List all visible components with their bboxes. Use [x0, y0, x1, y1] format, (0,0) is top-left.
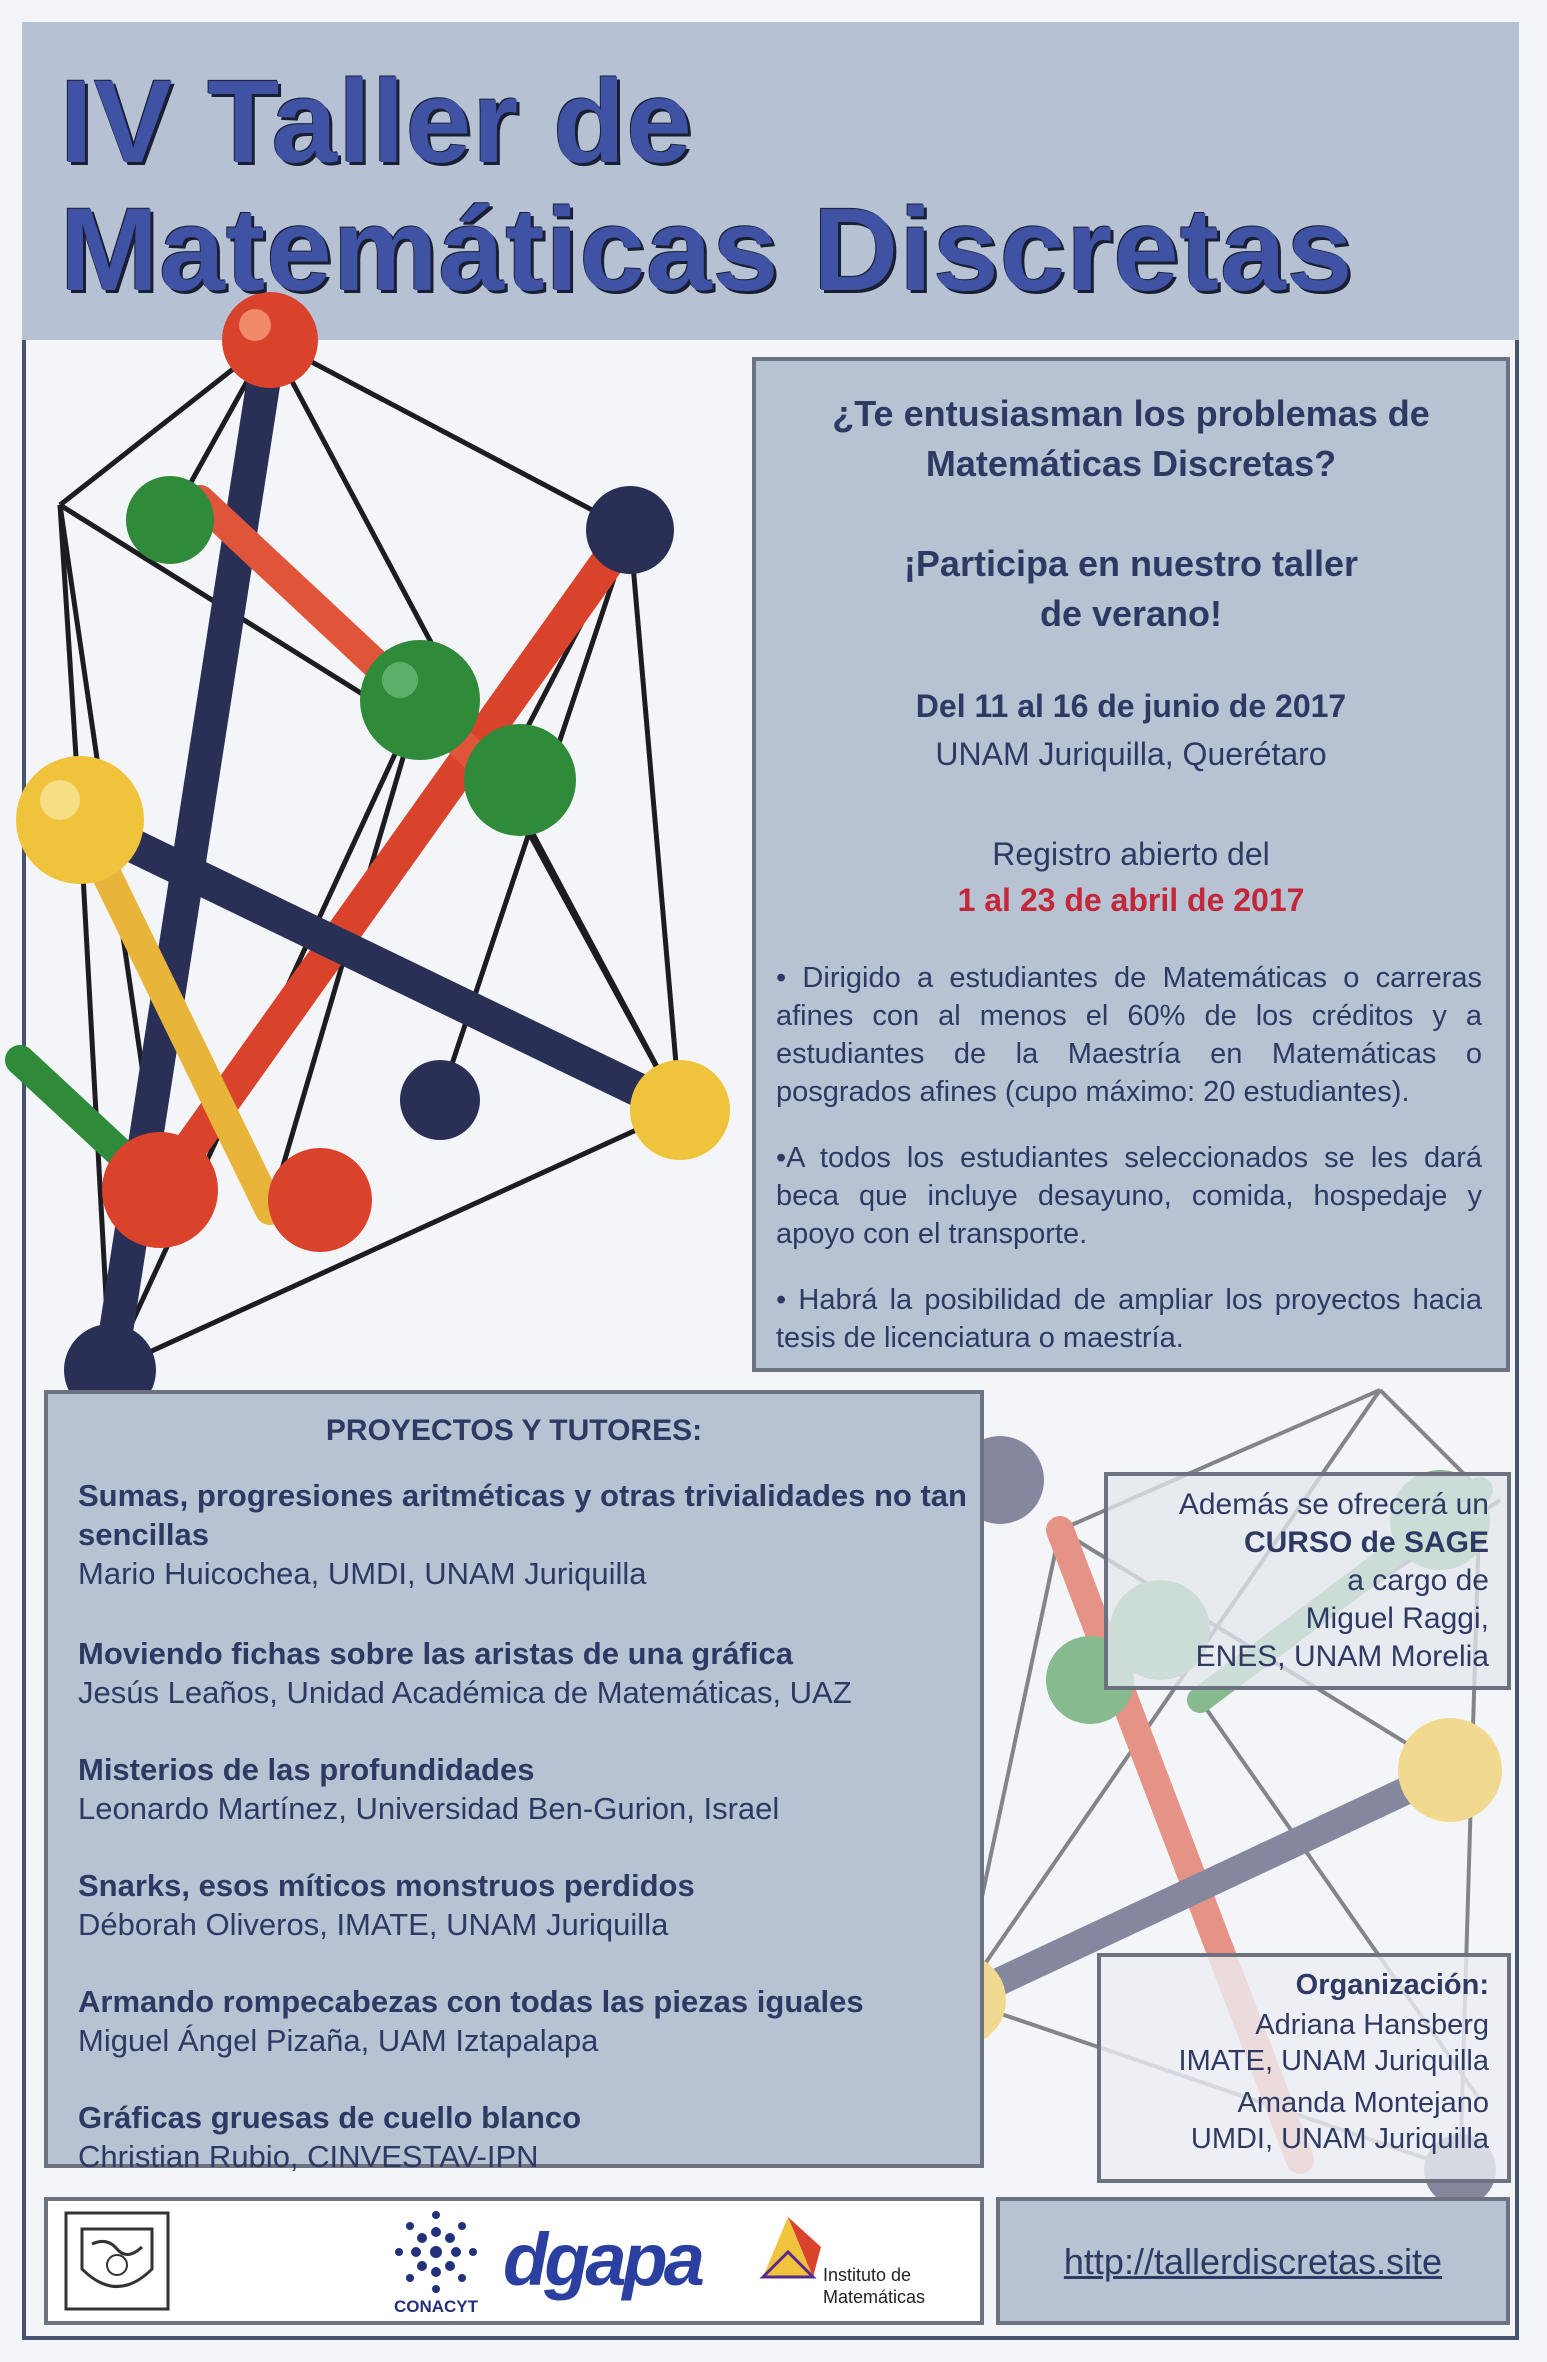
sage-course-box [1104, 1472, 1511, 1690]
project-item [78, 1750, 978, 1828]
projects-heading: PROYECTOS Y TUTORES: [325, 1414, 703, 1447]
invite-line-2: de verano! [1039, 593, 1223, 634]
project-title: Gráficas gruesas de cuello blanco [78, 2100, 582, 2135]
organization-box [1097, 1953, 1511, 2183]
project-item [78, 1866, 978, 1944]
title-line-2: Matemáticas Discretas [60, 184, 1354, 316]
sage-line-3: a cargo de [1347, 1564, 1489, 1597]
project-tutor: Miguel Ángel Pizaña, UAM Iztapalapa [78, 2023, 599, 2058]
sage-course-name: CURSO de SAGE [1243, 1526, 1489, 1559]
unam-seal-icon [62, 2209, 172, 2313]
project-tutor: Mario Huicochea, UMDI, UNAM Juriquilla [78, 1556, 647, 1591]
registration-label: Registro abierto del [992, 836, 1270, 872]
organizer-affiliation: IMATE, UNAM Juriquilla [1178, 2045, 1489, 2077]
website-box [996, 2197, 1510, 2325]
project-item [78, 1982, 978, 2060]
title-line-1: IV Taller de [60, 56, 693, 188]
info-box [752, 357, 1510, 1372]
project-title: Snarks, esos míticos monstruos perdidos [78, 1868, 695, 1903]
organization-heading: Organización: [1295, 1969, 1489, 2001]
organizer-name: Adriana Hansberg [1255, 2009, 1489, 2041]
invite-line-1: ¡Participa en nuestro taller [903, 543, 1359, 584]
sage-instructor: Miguel Raggi, [1305, 1602, 1489, 1635]
project-tutor: Christian Rubio, CINVESTAV-IPN [78, 2139, 539, 2174]
project-tutor: Jesús Leaños, Unidad Académica de Matemáticas, UAZ [78, 1675, 852, 1710]
conacyt-logo-icon [391, 2207, 481, 2297]
question-line-1: ¿Te entusiasman los problemas de [832, 393, 1430, 434]
sage-line-1: Además se ofrecerá un [1178, 1488, 1489, 1521]
project-title: Moviendo fichas sobre las aristas de una gráfica [78, 1636, 793, 1671]
project-title: Sumas, progresiones aritméticas y otras trivialidades no tan sencillas [78, 1478, 967, 1552]
bullet-thesis: • Habrá la posibilidad de ampliar los proyectos hacia tesis de licenciatura o maestría. [776, 1284, 1482, 1354]
question-line-2: Matemáticas Discretas? [925, 443, 1337, 484]
project-tutor: Déborah Oliveros, IMATE, UNAM Juriquilla [78, 1907, 669, 1942]
dgapa-logo-icon: dgapa [503, 2218, 701, 2301]
event-place: UNAM Juriquilla, Querétaro [935, 736, 1327, 772]
project-item [78, 1634, 978, 1712]
bullet-eligibility: • Dirigido a estudiantes de Matemáticas o carreras afines con al menos el 60% de los créditos y a estudiantes de la Maestría en Matemáticas o posgrados afines (cupo máximo: 20 estudiantes). [776, 962, 1482, 1108]
project-item [78, 2098, 978, 2176]
project-title: Misterios de las profundidades [78, 1752, 535, 1787]
registration-dates: 1 al 23 de abril de 2017 [957, 882, 1305, 918]
project-item [78, 1476, 978, 1593]
sponsor-logos-box [44, 2197, 984, 2325]
projects-box [44, 1390, 984, 2174]
project-tutor: Leonardo Martínez, Universidad Ben-Gurion, Israel [78, 1791, 780, 1826]
event-dates: Del 11 al 16 de junio de 2017 [915, 688, 1347, 724]
organizer-affiliation: UMDI, UNAM Juriquilla [1190, 2123, 1489, 2155]
organizer-name: Amanda Montejano [1237, 2087, 1489, 2119]
imate-logo-icon [753, 2207, 823, 2287]
website-link[interactable]: http://tallerdiscretas.site [1063, 2241, 1443, 2282]
bullet-scholarship: •A todos los estudiantes seleccionados se les dará beca que incluye desayuno, comida, hospedaje y apoyo con el transporte. [776, 1142, 1482, 1250]
conacyt-label: CONACYT [393, 2297, 479, 2316]
project-title: Armando rompecabezas con todas las piezas iguales [78, 1984, 864, 2019]
sage-affiliation: ENES, UNAM Morelia [1195, 1640, 1489, 1673]
imate-label-line-1: Instituto de [823, 2265, 912, 2285]
imate-label-line-2: Matemáticas [823, 2287, 926, 2307]
